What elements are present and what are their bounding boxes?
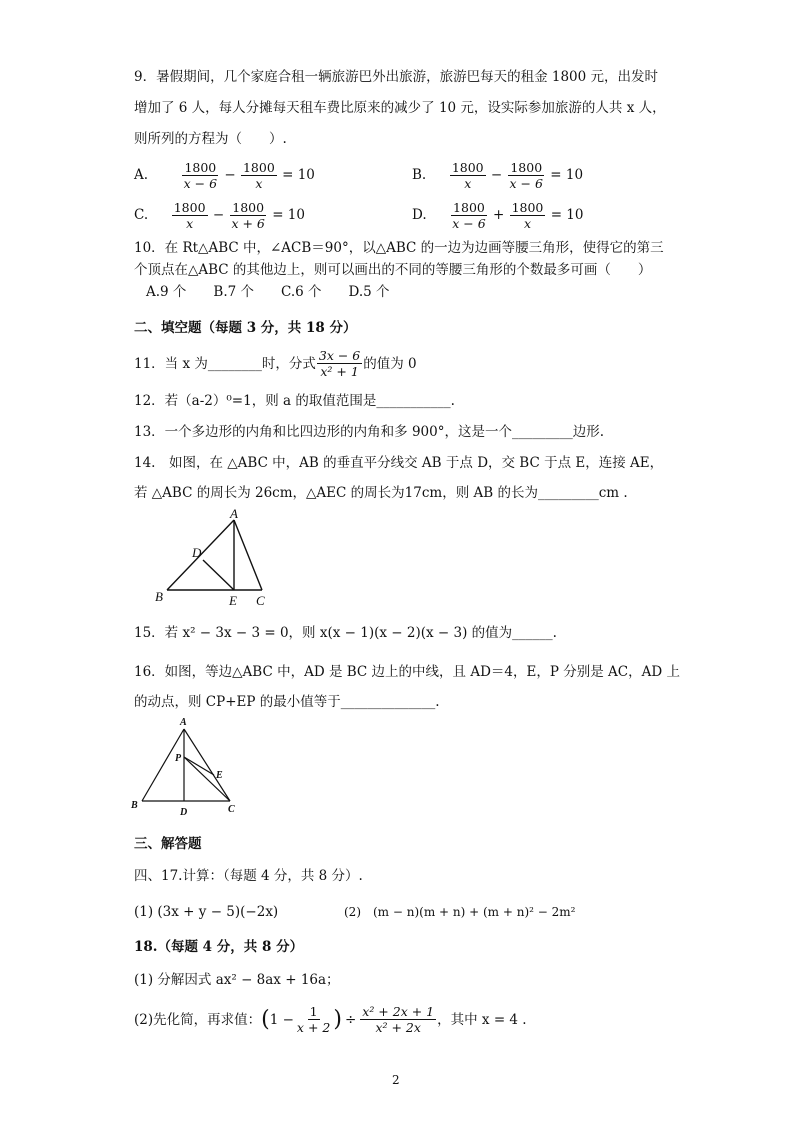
segment-pc [184,757,230,801]
minus-sign: − [224,167,236,183]
fraction-2 [360,1004,436,1035]
label-a: A [180,717,187,728]
denominator: x + 6 [231,216,265,231]
one-minus: 1 − [269,1011,294,1028]
denominator: x [186,216,194,231]
denominator: x − 6 [183,176,218,191]
q11 [134,348,417,379]
equals-ten: = 10 [272,207,305,223]
q9-line2: 增加了 6 人，每人分摊每天租车费比原来的减少了 10 元，设实际参加旅游的人共 x 人， [134,100,666,116]
q16-line2: 的动点，则 CP+EP 的最小值等于______________. [134,694,440,710]
q11-suffix: 的值为 0 [363,355,417,372]
option-a-label: A. [134,167,149,183]
numerator: 1800 [451,160,484,175]
label-a: A [230,506,238,521]
q14-line1: 14. 如图，在 △ABC 中，AB 的垂直平分线交 AB 于点 D，交 BC 于点 E，连接 AE， [134,455,664,471]
q17-part2: (2) (m − n)(m + n) + (m + n)² − 2m² [344,905,576,919]
frac [450,160,486,191]
fraction-1 [295,1004,332,1035]
q9-option-c [134,200,305,231]
q9-option-b [412,160,583,191]
frac [450,200,487,231]
figure-q14 [150,505,275,610]
segment-ba [142,729,184,801]
q10-line2: 个顶点在△ABC 的其他边上，则可以画出的不同的等腰三角形的个数最多可画（ ） [134,262,652,278]
denominator: x [255,176,263,191]
q13: 13．一个多边形的内角和比四边形的内角和多 900°，这是一个_________边形. [134,424,605,440]
label-c: C [256,593,265,608]
label-e: E [229,593,237,608]
numerator: 1800 [453,200,485,215]
numerator: 1800 [242,160,275,175]
frac [172,200,208,231]
denominator: x − 6 [509,176,543,191]
denominator: x [523,216,532,231]
numerator: 1800 [232,200,265,215]
option-c-label: C. [134,207,149,223]
denominator: x [464,176,472,191]
q18-title: 18.（每题 4 分，共 8 分） [134,939,304,955]
q10-line1: 10．在 Rt△ABC 中，∠ACB＝90°，以△ABC 的一边为边画等腰三角形，使得它的第三 [134,240,664,256]
equals-ten: = 10 [550,207,584,223]
q18-part2 [134,1004,527,1035]
equals-ten: = 10 [550,167,584,183]
numerator: 1 [309,1004,318,1019]
minus-sign: − [490,167,503,183]
q9-line3: 则所列的方程为（ ）. [134,131,287,147]
q17-title [134,866,363,886]
q17-part1: (1) (3x + y − 5)(−2x) [134,904,279,920]
equals-ten: = 10 [282,167,315,183]
figure-q16 [128,715,243,820]
numerator: 1800 [184,160,217,175]
q18-part2-prefix: (2)先化简，再求值： [134,1011,262,1028]
q12: 12．若（a-2）⁰=1，则 a 的取值范围是___________. [134,393,455,409]
q18-part1: (1) 分解因式 ax² − 8ax + 16a； [134,972,340,988]
label-d: D [180,807,188,818]
frac [510,200,546,231]
numerator: x² + 2x + 1 [362,1004,435,1019]
q11-fraction [317,348,362,379]
q15: 15．若 x² − 3x − 3 = 0，则 x(x − 1)(x − 2)(x − 3) 的值为______. [134,625,557,641]
segment-pe [184,757,214,775]
q14-line2: 若 △ABC 的周长为 26cm，△AEC 的周长为17cm，则 AB 的长为_________cm . [134,485,628,501]
frac [241,160,277,191]
q9-line1: 9．暑假期间，几个家庭合租一辆旅游巴外出旅游，旅游巴每天的租金 1800 元，出发时 [134,69,659,85]
option-d-label: D. [412,207,427,223]
label-d: D [192,545,202,560]
page-number: 2 [392,1073,400,1087]
label-p: P [175,753,182,764]
segment-ac [234,520,262,590]
label-c: C [228,804,235,815]
plus-sign: + [492,207,505,223]
label-b: B [131,800,138,811]
q9-option-a [134,160,315,191]
q10-choices: A.9 个 B.7 个 C.6 个 D.5 个 [146,284,390,300]
section-3-heading: 三、解答题 [134,836,202,852]
section-2-heading: 二、填空题（每题 3 分，共 18 分） [134,320,357,336]
numerator: 3x − 6 [318,348,361,363]
option-b-label: B. [412,167,427,183]
denominator: x − 6 [452,216,486,231]
q17-title-text: 四、17.计算：（每题 4 分，共 8 分）. [134,868,363,884]
numerator: 1800 [510,160,543,175]
frac [508,160,545,191]
frac [229,200,266,231]
denominator: x² + 1 [320,364,359,379]
right-paren: ) [333,1006,342,1032]
label-e: E [216,770,223,781]
q16-line1: 16．如图，等边△ABC 中，AD 是 BC 边上的中线，且 AD＝4，E，P 分别是 AC，AD 上 [134,664,680,680]
q11-prefix: 11．当 x 为________时，分式 [134,355,316,372]
divide-sign: ÷ [344,1011,357,1028]
label-b: B [155,589,163,604]
numerator: 1800 [511,200,544,215]
frac [182,160,219,191]
q18-part2-suffix: ，其中 x = 4 . [437,1011,527,1028]
minus-sign: − [212,207,225,223]
numerator: 1800 [173,200,206,215]
denominator: x + 2 [296,1020,331,1035]
segment-ac [184,729,230,801]
left-paren: ( [261,1006,270,1032]
segment-de [203,560,234,590]
q9-option-d [412,200,583,231]
denominator: x² + 2x [375,1020,421,1035]
